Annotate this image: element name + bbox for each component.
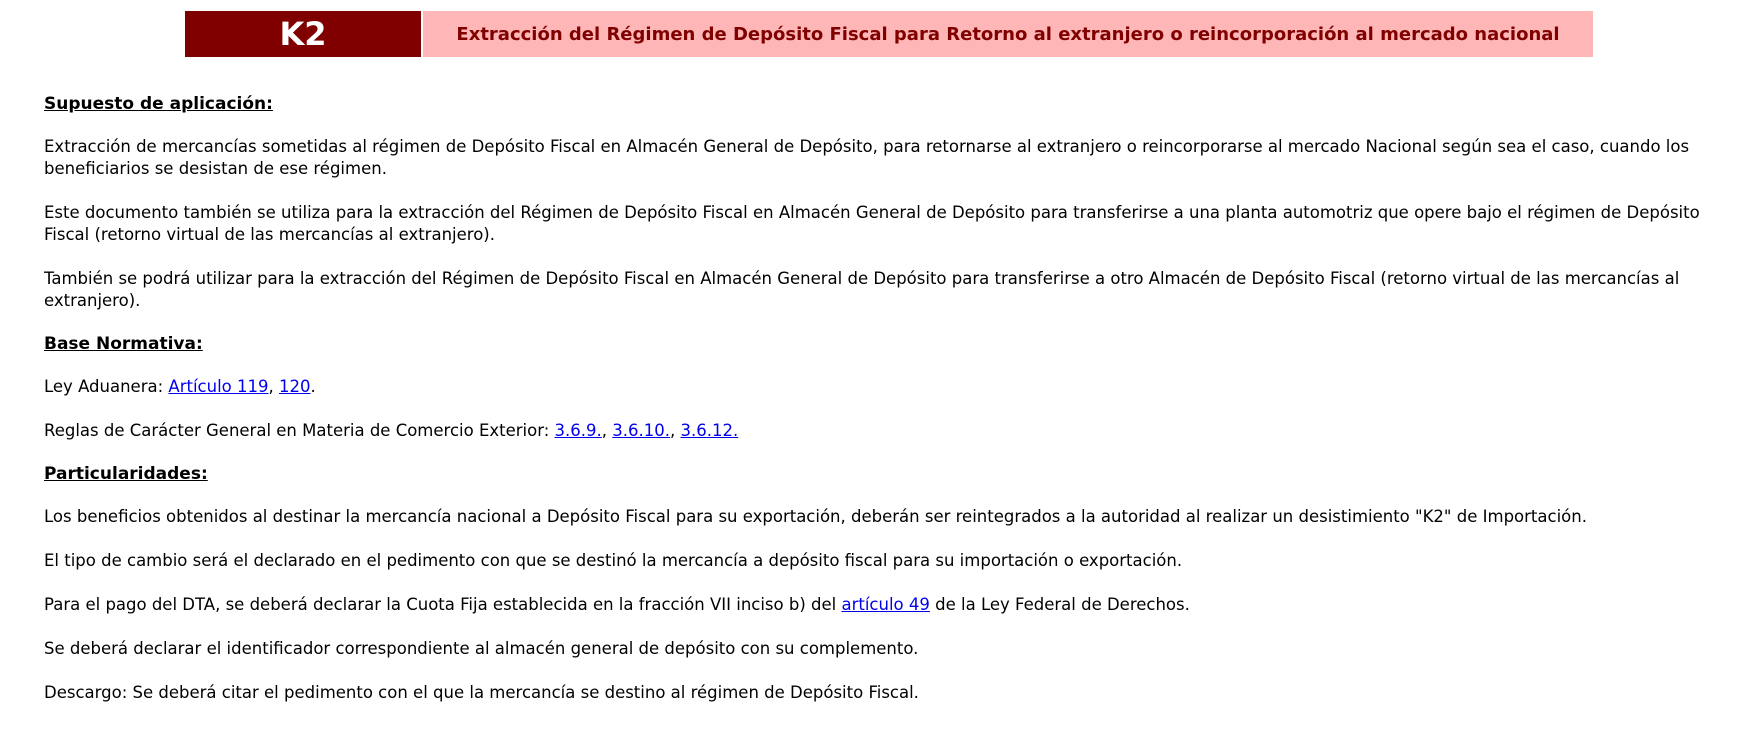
supuesto-paragraph-3: También se podrá utilizar para la extracción del Régimen de Depósito Fiscal en Almacén General de Depósito para transferirse a otro Almacén de Depósito Fiscal (retorno virtual de las mercancías al extranjero). [44, 269, 1680, 310]
particularidades-paragraph-3 [44, 594, 1709, 616]
reglas-line [44, 420, 1709, 442]
particularidades-paragraph-1: Los beneficios obtenidos al destinar la mercancía nacional a Depósito Fiscal para su exportación, deberán ser reintegrados a la autoridad al realizar un desistimiento "K2" de Importación. [44, 507, 1587, 526]
period: . [310, 377, 316, 396]
supuesto-paragraph-1: Extracción de mercancías sometidas al régimen de Depósito Fiscal en Almacén General de Depósito, para retornarse al extranjero o reincorporarse al mercado Nacional según sea el caso, cuando los beneficiarios se desistan de ese régimen. [44, 137, 1690, 178]
dta-text-suffix: de la Ley Federal de Derechos. [929, 595, 1190, 614]
page-header [185, 11, 1593, 57]
separator: , [601, 421, 613, 440]
link-regla-3-6-10[interactable]: 3.6.10. [612, 421, 670, 440]
ley-aduanera-label: Ley Aduanera: [44, 377, 169, 396]
section-heading-particularidades: Particularidades: [44, 464, 208, 484]
link-articulo-49[interactable]: artículo 49 [841, 595, 930, 614]
link-articulo-120[interactable]: 120 [279, 377, 311, 396]
ley-aduanera-line [44, 376, 1709, 398]
separator: , [670, 421, 681, 440]
reglas-label: Reglas de Carácter General en Materia de Comercio Exterior: [44, 421, 555, 440]
particularidades-paragraph-5: Descargo: Se deberá citar el pedimento con el que la mercancía se destino al régimen de Depósito Fiscal. [44, 683, 919, 702]
dta-text-prefix: Para el pago del DTA, se deberá declarar la Cuota Fija establecida en la fracción VII inciso b) del [44, 595, 842, 614]
particularidades-paragraph-2: El tipo de cambio será el declarado en el pedimento con que se destinó la mercancía a depósito fiscal para su importación o exportación. [44, 551, 1183, 570]
separator: , [268, 377, 279, 396]
link-regla-3-6-12[interactable]: 3.6.12. [680, 421, 739, 440]
main-content [44, 94, 1709, 726]
supuesto-paragraph-2: Este documento también se utiliza para la extracción del Régimen de Depósito Fiscal en Almacén General de Depósito para transferirse a una planta automotriz que opere bajo el régimen de Depósito Fiscal (retorno virtual de las mercancías al extranjero). [44, 203, 1700, 244]
section-heading-base-normativa: Base Normativa: [44, 334, 203, 354]
section-heading-supuesto: Supuesto de aplicación: [44, 94, 273, 114]
link-regla-3-6-9[interactable]: 3.6.9. [554, 421, 602, 440]
document-code: K2 [185, 11, 423, 57]
page-title: Extracción del Régimen de Depósito Fiscal para Retorno al extranjero o reincorporación al mercado nacional [423, 11, 1593, 57]
particularidades-paragraph-4: Se deberá declarar el identificador correspondiente al almacén general de depósito con su complemento. [44, 639, 919, 658]
link-articulo-119[interactable]: Artículo 119 [168, 377, 269, 396]
